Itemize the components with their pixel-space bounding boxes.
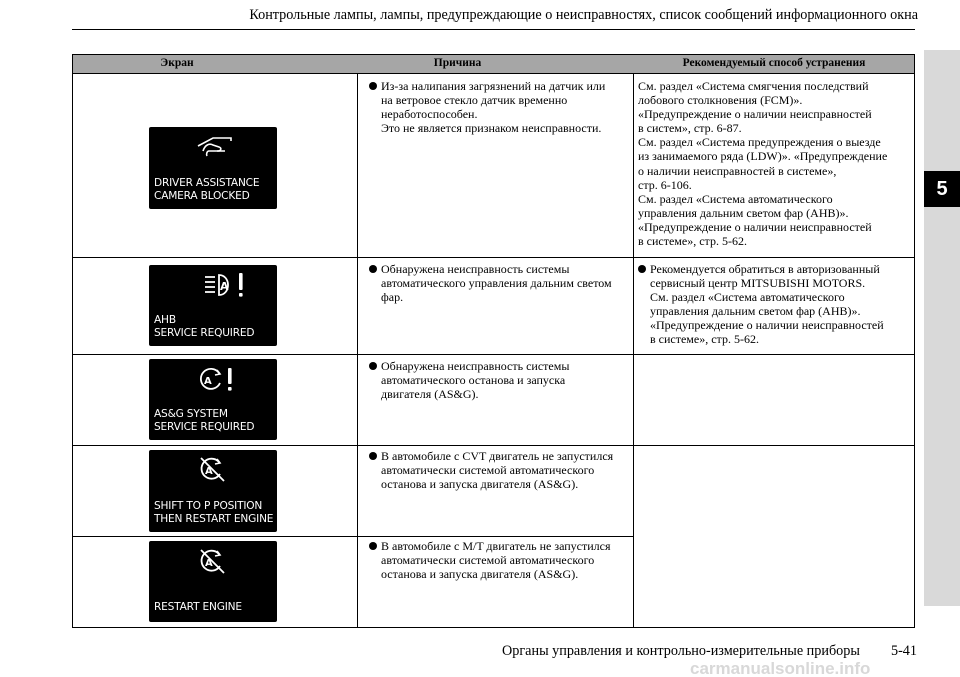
- remedy-line: лобового столкновения (FCM)».: [638, 93, 803, 108]
- remedy-line: См. раздел «Система смягчения последствий: [638, 79, 869, 93]
- remedy-line: «Предупреждение о наличии неисправностей: [638, 219, 872, 234]
- screen-asg-system-service-required: [149, 359, 277, 440]
- auto-stop-go-off-icon: [197, 455, 229, 485]
- screen-line: SERVICE REQUIRED: [154, 420, 255, 433]
- bullet-icon: [369, 452, 377, 460]
- screen-line: AS&G SYSTEM: [154, 408, 228, 420]
- remedy-line: Рекомендуется обратиться в авторизованный: [650, 262, 880, 276]
- cause-line: Обнаружена неисправность системы: [381, 359, 570, 373]
- row-divider: [72, 536, 633, 537]
- remedy-line: в систем», стр. 6-87.: [638, 121, 742, 136]
- cause-line: двигателя (AS&G).: [381, 387, 479, 402]
- header-rule: [72, 29, 915, 30]
- screen-restart-engine: [149, 541, 277, 622]
- column-header-remedy: Рекомендуемый способ устранения: [633, 54, 915, 73]
- footer-section: Органы управления и контрольно-измерительные приборы: [502, 643, 860, 659]
- screen-line: RESTART ENGINE: [154, 600, 242, 613]
- cause-line: В автомобиле с M/T двигатель не запустился: [381, 539, 611, 553]
- cause-line: на ветровое стекло датчик временно: [381, 93, 568, 108]
- bullet-icon: [369, 265, 377, 273]
- cause-cell: [369, 359, 569, 401]
- remedy-cell: [638, 79, 887, 248]
- auto-stop-go-off-icon: [197, 547, 229, 577]
- cause-line: автоматически системой автоматического: [381, 553, 595, 568]
- row-divider: [72, 73, 915, 74]
- remedy-line: См. раздел «Система автоматического: [638, 191, 833, 206]
- svg-text:A: A: [204, 376, 212, 387]
- screen-shift-to-p-restart-engine: [149, 450, 277, 532]
- remedy-line: См. раздел «Система автоматического: [650, 290, 845, 305]
- chapter-side-tab: [924, 50, 960, 606]
- row-divider: [72, 445, 915, 446]
- cause-line: автоматически системой автоматического: [381, 463, 595, 478]
- screen-message: [154, 177, 275, 202]
- remedy-line: «Предупреждение о наличии неисправностей: [650, 318, 884, 333]
- cause-line: Это не является признаком неисправности.: [381, 121, 602, 136]
- remedy-line: в системе», стр. 5-62.: [650, 332, 759, 347]
- screen-line: CAMERA BLOCKED: [154, 189, 250, 202]
- cause-line: В автомобиле с CVT двигатель не запустился: [381, 449, 614, 463]
- column-divider: [633, 73, 634, 628]
- cause-line: автоматического останова и запуска: [381, 373, 566, 388]
- column-header-screen: Экран: [72, 54, 282, 73]
- screen-driver-assistance-camera-blocked: [149, 127, 277, 209]
- remedy-line: в системе», стр. 5-62.: [638, 234, 747, 249]
- svg-text:A: A: [205, 558, 213, 569]
- cause-line: фар.: [381, 290, 404, 305]
- cause-line: автоматического управления дальним светом: [381, 276, 612, 291]
- svg-text:A: A: [205, 466, 213, 477]
- cause-line: останова и запуска двигателя (AS&G).: [381, 567, 579, 582]
- remedy-line: сервисный центр MITSUBISHI MOTORS.: [650, 276, 866, 291]
- bullet-icon: [369, 362, 377, 370]
- screen-line: SERVICE REQUIRED: [154, 326, 255, 339]
- remedy-line: о наличии неисправностей в системе»,: [638, 163, 837, 178]
- screen-message: [154, 500, 275, 525]
- bullet-icon: [369, 542, 377, 550]
- bullet-icon: [638, 265, 646, 273]
- screen-message: [154, 314, 275, 339]
- cause-line: неработоспособен.: [381, 107, 478, 122]
- chapter-number: 5: [924, 171, 960, 207]
- remedy-line: управления дальним светом фар (AHB)».: [650, 304, 861, 319]
- remedy-line: См. раздел «Система предупреждения о выезде: [638, 135, 881, 150]
- watermark: carmanualsonline.info: [690, 659, 871, 677]
- auto-stop-go-warning-icon: [195, 365, 237, 395]
- row-divider: [72, 257, 915, 258]
- cause-cell: [369, 79, 605, 135]
- messages-table: [72, 54, 915, 628]
- cause-cell: [369, 539, 611, 581]
- cause-line: Обнаружена неисправность системы: [381, 262, 570, 276]
- camera-blocked-icon: [195, 133, 235, 159]
- page-header-title: Контрольные лампы, лампы, предупреждающие о неисправностях, список сообщений информационного окна: [249, 7, 918, 23]
- column-divider: [357, 73, 358, 628]
- remedy-line: стр. 6-106.: [638, 177, 692, 192]
- page-footer: [0, 642, 917, 660]
- cause-cell: [369, 262, 612, 304]
- auto-high-beam-warning-icon: [201, 271, 249, 301]
- remedy-cell: [638, 262, 884, 347]
- row-divider: [72, 354, 915, 355]
- cause-line: останова и запуска двигателя (AS&G).: [381, 477, 579, 492]
- screen-message: [154, 408, 275, 433]
- page-number: 5-41: [890, 643, 917, 659]
- cause-line: Из-за налипания загрязнений на датчик или: [381, 79, 606, 93]
- screen-line: SHIFT TO P POSITION: [154, 500, 263, 512]
- screen-line: THEN RESTART ENGINE: [154, 512, 274, 525]
- remedy-line: «Предупреждение о наличии неисправностей: [638, 107, 872, 122]
- svg-text:A: A: [220, 280, 229, 293]
- screen-message: [154, 601, 275, 614]
- screen-line: DRIVER ASSISTANCE: [154, 177, 260, 189]
- cause-cell: [369, 449, 613, 491]
- screen-ahb-service-required: [149, 265, 277, 346]
- screen-line: AHB: [154, 314, 176, 326]
- remedy-line: из занимаемого ряда (LDW)». «Предупреждение: [638, 149, 888, 164]
- bullet-icon: [369, 82, 377, 90]
- column-header-cause: Причина: [282, 54, 633, 73]
- remedy-line: управления дальним светом фар (AHB)».: [638, 205, 849, 220]
